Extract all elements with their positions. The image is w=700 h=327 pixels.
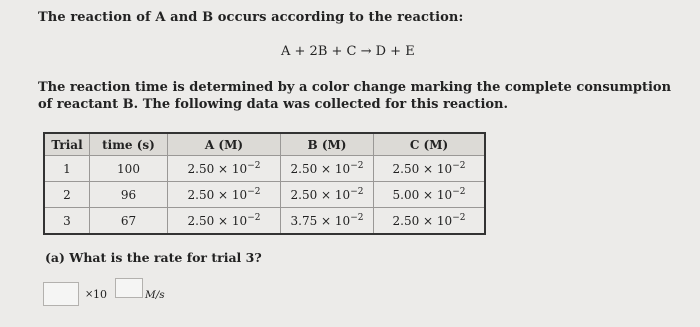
- c-cell: $2.50 \times 10^{-2}$: [374, 208, 486, 235]
- header-a: A (M): [168, 133, 281, 156]
- table-row: [44, 208, 485, 235]
- table-row: [44, 182, 485, 208]
- a-cell: $2.50 \times 10^{-2}$: [168, 156, 281, 182]
- header-b: B (M): [281, 133, 374, 156]
- time-cell: 100: [90, 156, 168, 182]
- table-row: [44, 156, 485, 182]
- b-cell: $2.50 \times 10^{-2}$: [281, 156, 374, 182]
- intro-text: The reaction of A and B occurs according to the reaction:: [38, 10, 464, 25]
- trial-cell: 3: [44, 208, 90, 235]
- base-ten-label: 10: [93, 288, 107, 301]
- unit-label: M/s: [145, 289, 165, 301]
- reaction-equation: A + 2B + C → D + E: [281, 44, 415, 59]
- c-cell: $2.50 \times 10^{-2}$: [374, 156, 486, 182]
- question-text: (a) What is the rate for trial 3?: [45, 250, 262, 265]
- times-symbol: ×: [85, 289, 94, 300]
- time-cell: 96: [90, 182, 168, 208]
- exponent-input[interactable]: [115, 278, 143, 298]
- data-table: [43, 132, 486, 235]
- time-cell: 67: [90, 208, 168, 235]
- description-text: The reaction time is determined by a color change marking the complete consumption of reactant B. The following data was collected for this reaction.: [38, 80, 672, 112]
- trial-cell: 2: [44, 182, 90, 208]
- b-cell: $2.50 \times 10^{-2}$: [281, 182, 374, 208]
- a-cell: $2.50 \times 10^{-2}$: [168, 208, 281, 235]
- b-cell: $3.75 \times 10^{-2}$: [281, 208, 374, 235]
- trial-cell: 1: [44, 156, 90, 182]
- header-time: time (s): [90, 133, 168, 156]
- coefficient-input[interactable]: [43, 282, 79, 306]
- header-c: C (M): [374, 133, 486, 156]
- c-cell: $5.00 \times 10^{-2}$: [374, 182, 486, 208]
- a-cell: $2.50 \times 10^{-2}$: [168, 182, 281, 208]
- header-trial: Trial: [44, 133, 90, 156]
